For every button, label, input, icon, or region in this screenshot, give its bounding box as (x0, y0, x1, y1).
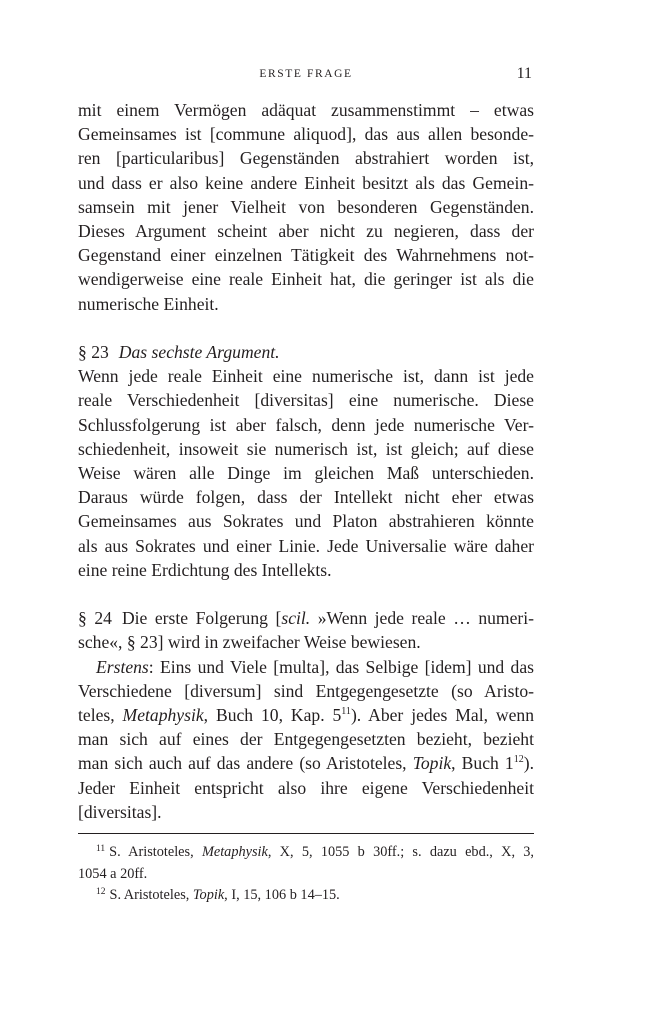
text-line: Verschiedene [diversum] sind Entgegengesetzte (so Aristo- (78, 680, 534, 701)
paragraph-gap (78, 316, 534, 340)
text-line: Jeder Einheit entspricht also ihre eigene Verschiedenheit (78, 777, 534, 798)
body-text (78, 98, 534, 824)
section-number: § 24 (78, 608, 112, 629)
text-line: ren [particularibus] Gegenständen abstrahiert worden ist, (78, 148, 534, 169)
book-page (78, 0, 534, 1012)
text-line: als aus Sokrates und einer Linie. Jede Universalie wäre daher (78, 535, 534, 556)
footnote-ref[interactable]: 11 (341, 706, 351, 718)
running-head (78, 66, 534, 86)
text-line: Weise wären alle Dinge im gleichen Maß unterschieden. (78, 463, 534, 484)
text-line: Schlussfolgerung ist aber falsch, denn jede numerische Ver- (78, 414, 534, 435)
text-line: eine reine Erdichtung des Intellekts. (78, 559, 332, 580)
text-line: § 24 Die erste Folgerung [scil. »Wenn jede reale … numeri- (78, 608, 535, 629)
text-line: Gegenstand einer einzelnen Tätigkeit des Wahrnehmens not- (78, 245, 534, 266)
running-title: ERSTE FRAGE (259, 68, 353, 80)
footnote-ref[interactable]: 12 (513, 754, 524, 766)
text-line: teles, Metaphysik, Buch 10, Kap. $5^{11}$). Aber jedes Mal, wenn (78, 705, 534, 726)
section-number: § 23 (78, 342, 109, 363)
text-line: Daraus würde folgen, dass der Intellekt nicht eher etwas (78, 487, 534, 508)
text-line: [diversitas]. (78, 801, 162, 822)
footnote-number: 12 (96, 887, 106, 898)
text-line: wendigerweise eine reale Einheit hat, die geringer ist als die (78, 269, 534, 290)
text-line: Wenn jede reale Einheit eine numerische ist, dann ist jede (78, 366, 534, 387)
text-line: sche«, § 23] wird in zweifacher Weise bewiesen. (78, 632, 421, 653)
text-line: schiedenheit, insoweit sie numerisch ist, ist gleich; auf diese (78, 438, 534, 459)
paragraph-continuation (78, 98, 534, 316)
text-line: reale Verschiedenheit [diversitas] eine numerische. Diese (78, 390, 534, 411)
text-line: numerische Einheit. (78, 293, 219, 314)
section-title: Das sechste Argument. (118, 342, 280, 363)
section-24 (78, 606, 534, 824)
text-line: samsein mit jener Vielheit von besonderen Gegenständen. (78, 196, 534, 217)
text-line: Gemeinsames ist [commune aliquod], das aus allen besonde- (78, 124, 534, 145)
text-line: mit einem Vermögen adäquat zusammenstimmt – etwas (78, 100, 534, 120)
text-line: man sich auf eines der Entgegengesetzten bezieht, bezieht (78, 729, 534, 750)
text-line: und dass er also keine andere Einheit besitzt als das Gemein- (78, 172, 534, 193)
section-heading (78, 340, 534, 364)
footnote-11-cont: 1054 a 20ff. (78, 865, 148, 882)
footnote-rule (78, 833, 534, 834)
text-line: Erstens: Eins und Viele [multa], das Selbige [idem] und das (96, 656, 534, 677)
footnote-11: $^{11}$ S. Aristoteles, Metaphysik, X, 5, 1055 b 30ff.; s. dazu ebd., X, 3, (96, 844, 535, 860)
footnote-12: $^{12}$ S. Aristoteles, Topik, I, 15, 106 b 14–15. (96, 887, 340, 904)
text-line: Dieses Argument scheint aber nicht zu negieren, dass der (78, 221, 534, 242)
text-line: Gemeinsames aus Sokrates und Platon abstrahieren könnte (78, 511, 534, 532)
footnote-number: 11 (96, 844, 106, 854)
page-number: 11 (516, 65, 532, 82)
footnotes (78, 842, 534, 907)
paragraph-gap (78, 582, 534, 606)
text-line: man sich auch auf das andere (so Aristoteles, Topik, Buch $1^{12}$). (78, 753, 534, 774)
section-23 (78, 340, 534, 582)
